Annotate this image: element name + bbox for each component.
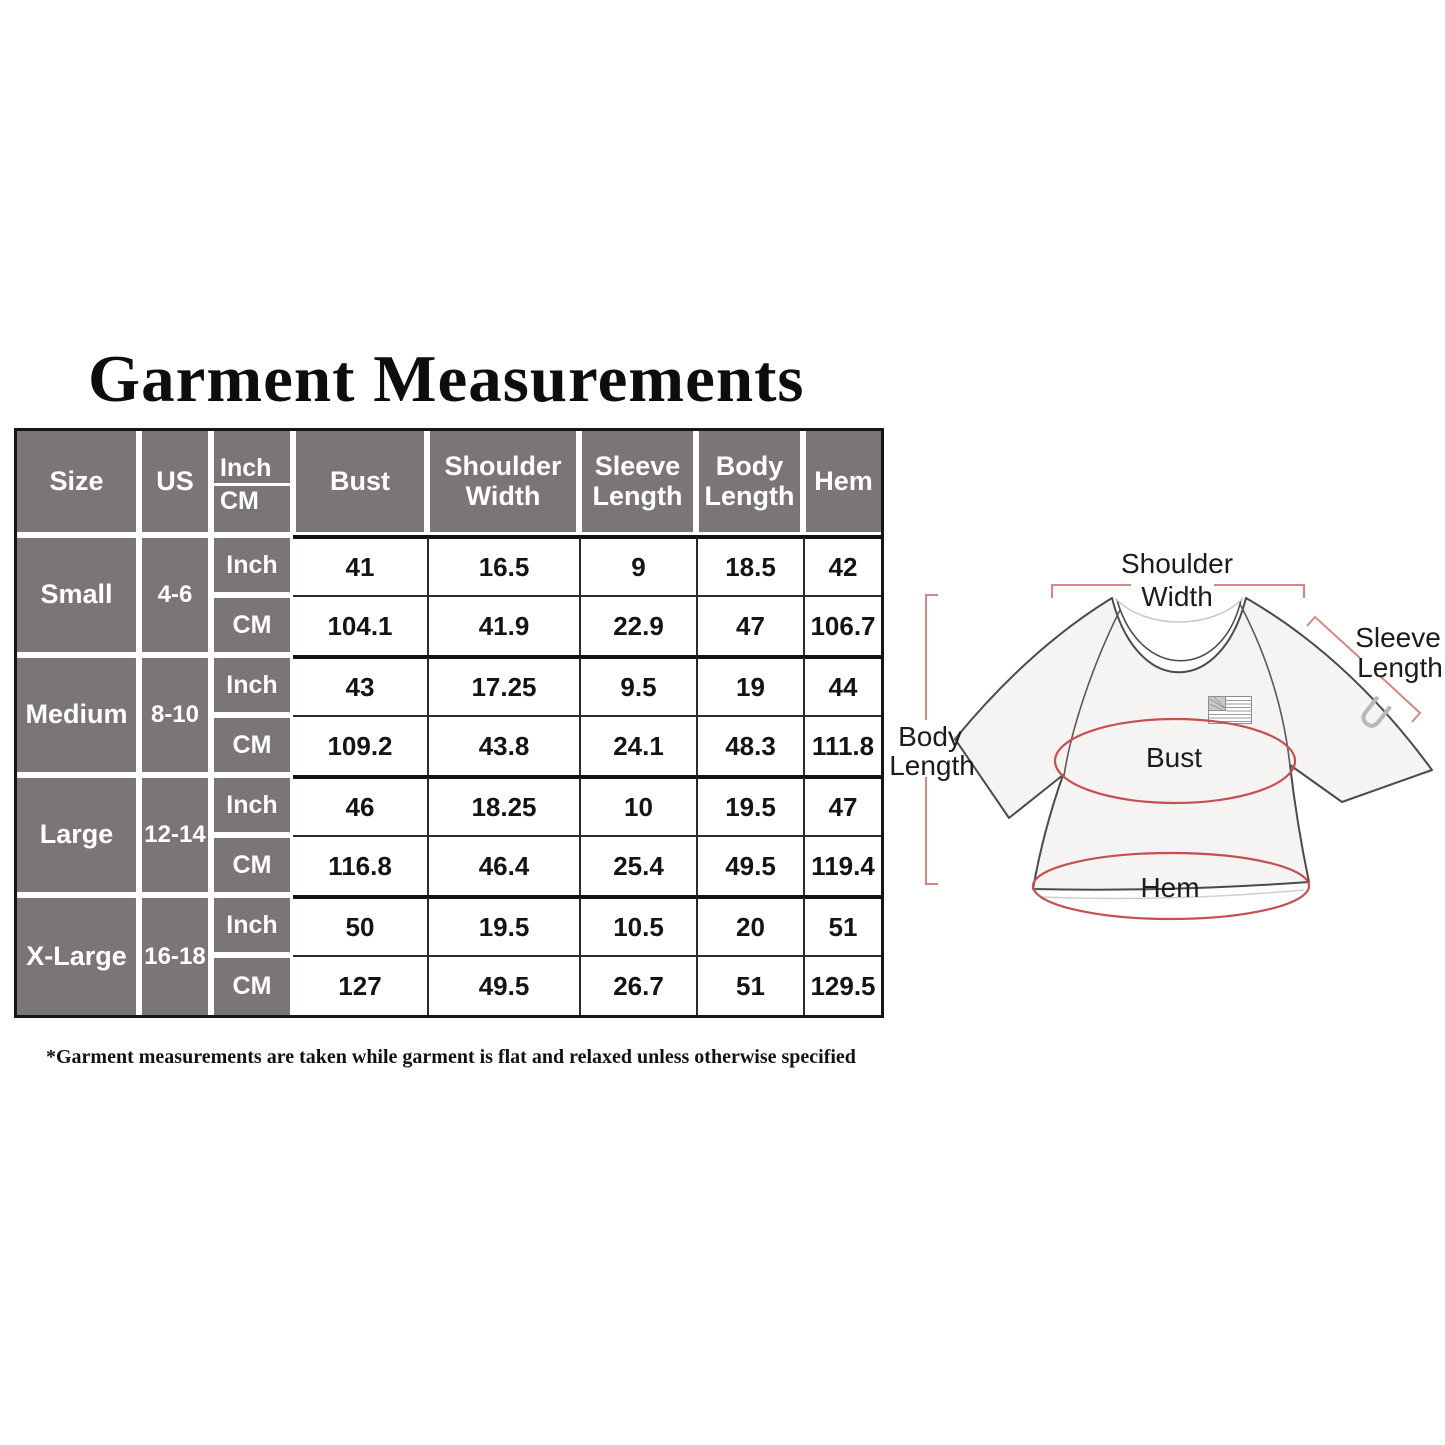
cell-xlarge-cm-body: 51 bbox=[696, 955, 803, 1015]
cell-small-cm-bust: 104.1 bbox=[293, 595, 427, 655]
label-body-length-line1: Body bbox=[898, 721, 962, 752]
measurements-table bbox=[14, 428, 884, 1018]
cell-small-inch-hem: 42 bbox=[803, 535, 881, 595]
size-label-medium: Medium bbox=[17, 655, 139, 775]
cell-small-inch-shoulder: 16.5 bbox=[427, 535, 579, 595]
cell-large-cm-sleeve: 25.4 bbox=[579, 835, 696, 895]
label-sleeve-length-line2: Length bbox=[1357, 652, 1443, 683]
cell-xlarge-inch-shoulder: 19.5 bbox=[427, 895, 579, 955]
cell-xlarge-inch-bust: 50 bbox=[293, 895, 427, 955]
label-shoulder-width-line2: Width bbox=[1141, 581, 1213, 612]
cell-medium-cm-shoulder: 43.8 bbox=[427, 715, 579, 775]
cell-xlarge-cm-hem: 129.5 bbox=[803, 955, 881, 1015]
cell-xlarge-cm-bust: 127 bbox=[293, 955, 427, 1015]
label-shoulder-width-line1: Shoulder bbox=[1120, 548, 1234, 579]
cell-xlarge-cm-shoulder: 49.5 bbox=[427, 955, 579, 1015]
page-title: Garment Measurements bbox=[88, 342, 805, 416]
cell-small-cm-body: 47 bbox=[696, 595, 803, 655]
cell-large-cm-hem: 119.4 bbox=[803, 835, 881, 895]
unit-label: CM bbox=[211, 835, 293, 895]
cell-medium-cm-bust: 109.2 bbox=[293, 715, 427, 775]
label-body-length-line2: Length bbox=[889, 750, 975, 781]
size-label-large: Large bbox=[17, 775, 139, 895]
label-bust: Bust bbox=[1145, 742, 1203, 773]
cell-large-inch-body: 19.5 bbox=[696, 775, 803, 835]
cell-medium-inch-hem: 44 bbox=[803, 655, 881, 715]
label-hem: Hem bbox=[1140, 872, 1200, 903]
us-label-medium: 8-10 bbox=[139, 655, 211, 775]
us-label-xlarge: 16-18 bbox=[139, 895, 211, 1015]
cell-large-inch-bust: 46 bbox=[293, 775, 427, 835]
unit-label: Inch bbox=[211, 775, 293, 835]
cell-medium-inch-shoulder: 17.25 bbox=[427, 655, 579, 715]
header-unit-cm: CM bbox=[220, 487, 259, 516]
cell-large-cm-bust: 116.8 bbox=[293, 835, 427, 895]
cell-small-cm-shoulder: 41.9 bbox=[427, 595, 579, 655]
size-label-small: Small bbox=[17, 535, 139, 655]
cell-small-inch-bust: 41 bbox=[293, 535, 427, 595]
header-shoulder-width: Shoulder Width bbox=[427, 431, 579, 535]
header-body-length: Body Length bbox=[696, 431, 803, 535]
unit-label: Inch bbox=[211, 655, 293, 715]
us-label-small: 4-6 bbox=[139, 535, 211, 655]
cell-xlarge-inch-sleeve: 10.5 bbox=[579, 895, 696, 955]
unit-label: CM bbox=[211, 715, 293, 775]
cell-large-cm-body: 49.5 bbox=[696, 835, 803, 895]
cell-xlarge-cm-sleeve: 26.7 bbox=[579, 955, 696, 1015]
header-size: Size bbox=[17, 431, 139, 535]
cell-large-inch-sleeve: 10 bbox=[579, 775, 696, 835]
header-hem: Hem bbox=[803, 431, 881, 535]
cell-medium-cm-hem: 111.8 bbox=[803, 715, 881, 775]
label-sleeve-length-line1: Sleeve bbox=[1355, 622, 1441, 653]
cell-medium-inch-bust: 43 bbox=[293, 655, 427, 715]
cell-medium-inch-sleeve: 9.5 bbox=[579, 655, 696, 715]
cell-medium-cm-sleeve: 24.1 bbox=[579, 715, 696, 775]
header-sleeve-length: Sleeve Length bbox=[579, 431, 696, 535]
header-unit-inch: Inch bbox=[214, 431, 290, 486]
footnote: *Garment measurements are taken while garment is flat and relaxed unless otherwise specified bbox=[46, 1046, 856, 1068]
unit-label: CM bbox=[211, 955, 293, 1015]
cell-xlarge-inch-hem: 51 bbox=[803, 895, 881, 955]
cell-large-inch-shoulder: 18.25 bbox=[427, 775, 579, 835]
cell-large-cm-shoulder: 46.4 bbox=[427, 835, 579, 895]
header-bust: Bust bbox=[293, 431, 427, 535]
cell-large-inch-hem: 47 bbox=[803, 775, 881, 835]
cell-small-cm-sleeve: 22.9 bbox=[579, 595, 696, 655]
unit-label: Inch bbox=[211, 535, 293, 595]
us-label-large: 12-14 bbox=[139, 775, 211, 895]
flag-patch-icon bbox=[1209, 697, 1252, 724]
cell-small-cm-hem: 106.7 bbox=[803, 595, 881, 655]
unit-label: CM bbox=[211, 595, 293, 655]
unit-label: Inch bbox=[211, 895, 293, 955]
cell-medium-inch-body: 19 bbox=[696, 655, 803, 715]
header-unit bbox=[211, 431, 293, 535]
header-us: US bbox=[139, 431, 211, 535]
cell-medium-cm-body: 48.3 bbox=[696, 715, 803, 775]
size-label-xlarge: X-Large bbox=[17, 895, 139, 1015]
tshirt-measurement-diagram bbox=[890, 540, 1445, 960]
cell-xlarge-inch-body: 20 bbox=[696, 895, 803, 955]
cell-small-inch-body: 18.5 bbox=[696, 535, 803, 595]
cell-small-inch-sleeve: 9 bbox=[579, 535, 696, 595]
